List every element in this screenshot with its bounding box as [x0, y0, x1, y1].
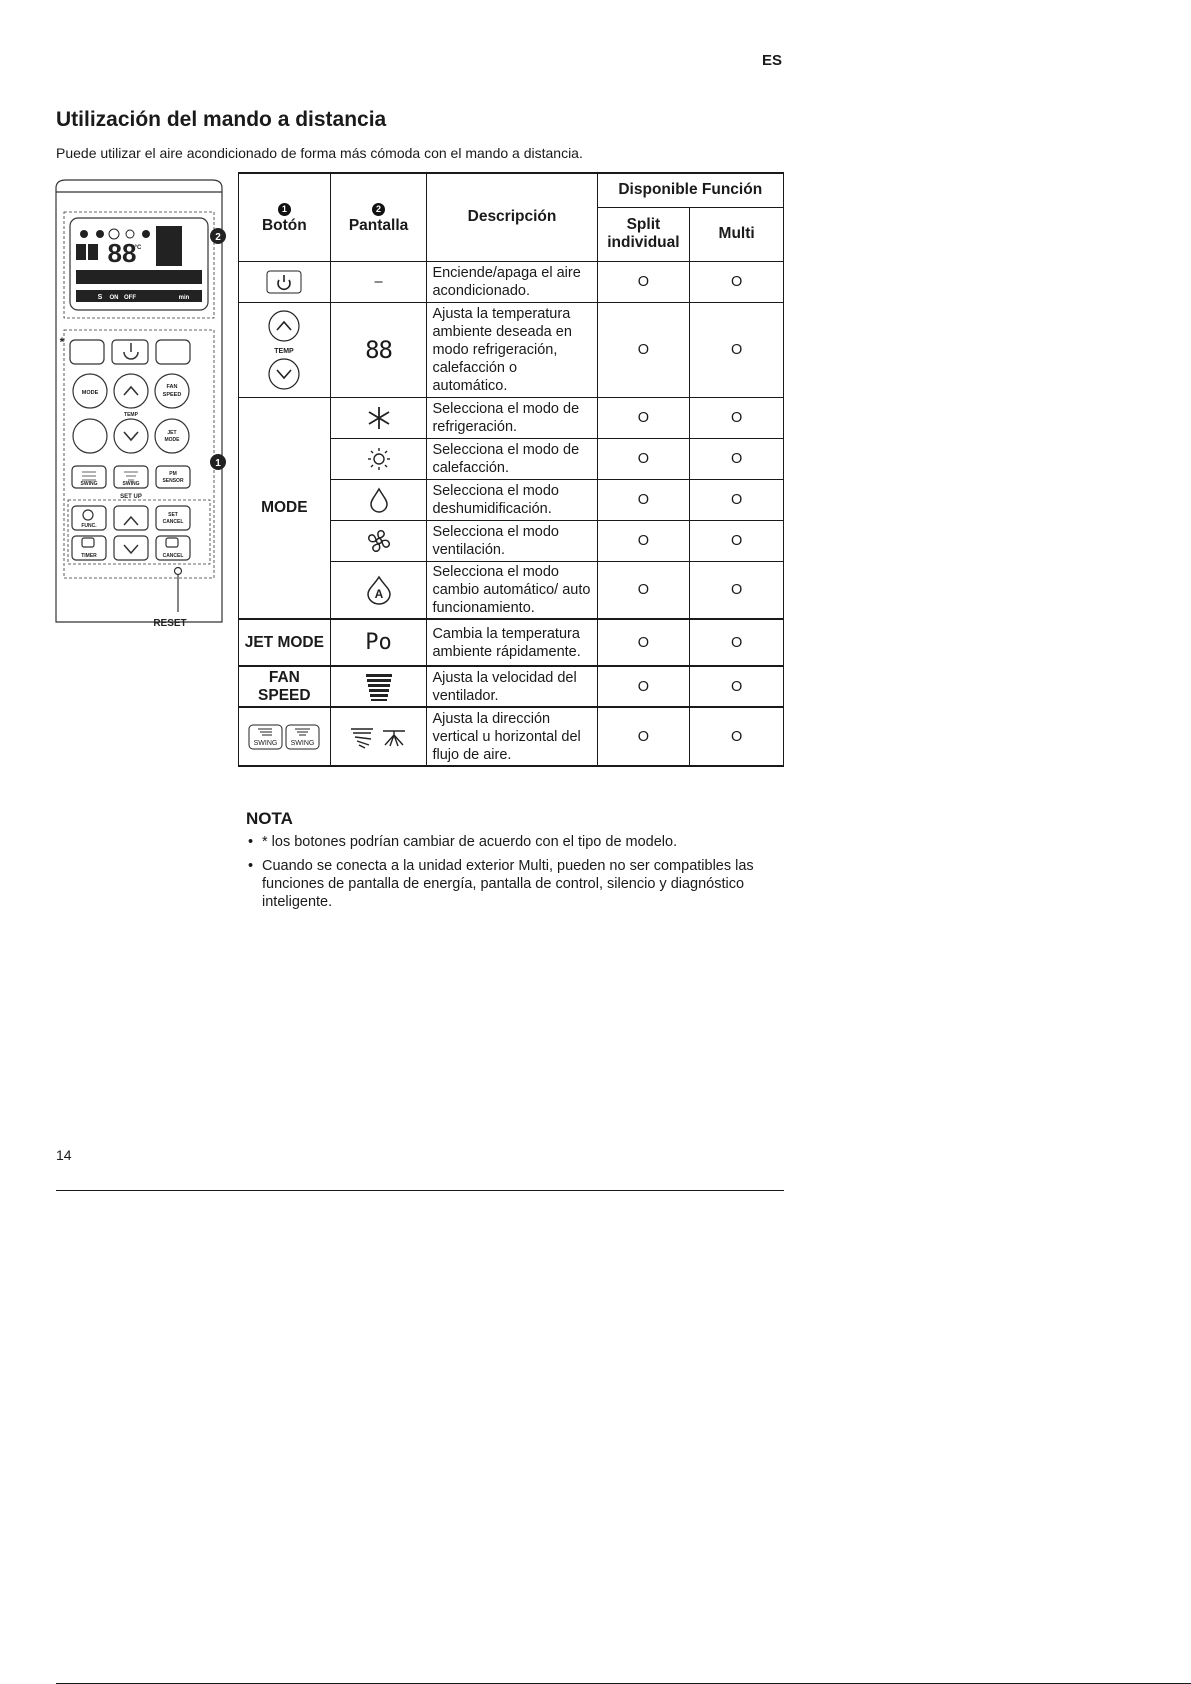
multi-cell: O	[690, 261, 784, 302]
cancel-label: CANCEL	[162, 519, 184, 525]
table-row	[239, 619, 784, 666]
multi-cell: O	[690, 479, 784, 520]
display-cell	[330, 707, 427, 766]
func-label: FUNC.	[81, 523, 97, 529]
display-digits: 88	[107, 238, 137, 268]
note-item: • Cuando se conecta a la unidad exterior Multi, pueden no ser compatibles las funciones de pantalla de energía, pantalla de control, silencio y diagnóstico inteligente.	[246, 857, 786, 911]
split-cell: O	[597, 561, 690, 619]
display-cell	[330, 520, 427, 561]
swing-icon	[248, 723, 320, 751]
display-cell: –	[330, 261, 427, 302]
table-row	[239, 666, 784, 707]
description-cell: Selecciona el modo deshumidificación.	[427, 479, 597, 520]
header-boton-label: Botón	[261, 217, 307, 235]
table-row	[239, 707, 784, 766]
jet-mode-label: MODE	[164, 437, 180, 443]
fan-speed-icon	[365, 672, 393, 702]
remote-control-illustration	[52, 178, 232, 648]
cancel-label-2: CANCEL	[162, 553, 184, 559]
note-title: NOTA	[246, 809, 293, 828]
display-min: min	[178, 295, 190, 301]
description-cell: Selecciona el modo de refrigeración.	[427, 397, 597, 438]
split-cell: O	[597, 479, 690, 520]
split-cell: O	[597, 302, 690, 397]
swing-label-1: SWING	[253, 739, 278, 747]
page-title: Utilización del mando a distancia	[56, 108, 387, 131]
pm-label: PM	[169, 471, 177, 477]
header-pantalla-label: Pantalla	[348, 217, 409, 235]
header-boton	[239, 173, 331, 261]
temp-button-label: TEMP	[274, 347, 295, 355]
marker-2: 2	[215, 232, 221, 243]
description-cell: Ajusta la dirección vertical u horizontal del flujo de aire.	[427, 707, 597, 766]
mode-button-cell: MODE	[239, 397, 331, 619]
table-row	[239, 261, 784, 302]
swing-button-cell	[239, 707, 331, 766]
swing-label-2: SWING	[122, 481, 140, 487]
description-cell: Selecciona el modo de calefacción.	[427, 438, 597, 479]
split-cell: O	[597, 438, 690, 479]
droplet-icon	[366, 487, 392, 513]
mode-label: MODE	[81, 390, 99, 396]
display-on: ON	[109, 295, 119, 301]
swing-display-icon	[349, 725, 409, 749]
header-multi: Multi	[690, 207, 784, 261]
table-row	[239, 397, 784, 438]
temperature-display-icon: 88	[365, 335, 392, 364]
multi-cell: O	[690, 707, 784, 766]
display-cell	[330, 561, 427, 619]
multi-cell: O	[690, 438, 784, 479]
display-unit: °C	[134, 245, 142, 251]
display-cell	[330, 666, 427, 707]
auto-mode-icon	[364, 575, 394, 605]
temp-updown-icon	[264, 309, 304, 391]
display-cell	[330, 397, 427, 438]
multi-cell: O	[690, 520, 784, 561]
description-cell: Cambia la temperatura ambiente rápidamente.	[427, 619, 597, 666]
split-cell: O	[597, 666, 690, 707]
timer-label: TIMER	[81, 553, 97, 559]
button-cell	[239, 302, 331, 397]
star-mark: *	[59, 335, 65, 349]
fan-label: FAN	[166, 384, 178, 390]
swing-label-2: SWING	[290, 739, 315, 747]
snowflake-icon	[366, 405, 392, 431]
marker-1: 1	[278, 203, 291, 216]
marker-2: 2	[372, 203, 385, 216]
table-row	[239, 302, 784, 397]
multi-cell: O	[690, 561, 784, 619]
display-off: OFF	[124, 295, 136, 301]
display-cell	[330, 479, 427, 520]
sun-icon	[366, 446, 392, 472]
fan-icon	[365, 527, 393, 555]
display-cell	[330, 438, 427, 479]
sensor-label: SENSOR	[162, 478, 184, 484]
set-label: SET	[168, 512, 178, 518]
header-pantalla	[330, 173, 427, 261]
jet-mode-icon: Po	[365, 630, 392, 655]
split-cell: O	[597, 520, 690, 561]
header-descripcion: Descripción	[427, 173, 597, 261]
function-table	[238, 172, 784, 767]
auto-mode-letter: A	[374, 586, 383, 601]
jet-label: JET	[167, 430, 177, 436]
display-s: S	[97, 294, 103, 301]
button-cell	[239, 261, 331, 302]
display-cell	[330, 302, 427, 397]
multi-cell: O	[690, 302, 784, 397]
header-disponible: Disponible Función	[597, 173, 783, 207]
fan-speed-button-cell: FAN SPEED	[239, 666, 331, 707]
note-item: • * los botones podrían cambiar de acuerdo con el tipo de modelo.	[246, 833, 786, 851]
temp-label: TEMP	[124, 412, 138, 418]
footer-divider	[56, 1190, 784, 1191]
swing-label-1: SWING	[80, 481, 98, 487]
split-cell: O	[597, 261, 690, 302]
reset-label: RESET	[153, 618, 187, 629]
note-list	[246, 833, 786, 917]
multi-cell: O	[690, 397, 784, 438]
description-cell: Ajusta la temperatura ambiente deseada en modo refrigeración, calefacción o automático.	[427, 302, 597, 397]
description-cell: Selecciona el modo cambio automático/ auto funcionamiento.	[427, 561, 597, 619]
page-number: 14	[56, 1147, 72, 1163]
description-cell: Selecciona el modo ventilación.	[427, 520, 597, 561]
power-icon	[266, 270, 302, 294]
split-cell: O	[597, 707, 690, 766]
speed-label: SPEED	[162, 392, 182, 398]
page-subtitle: Puede utilizar el aire acondicionado de forma más cómoda con el mando a distancia.	[56, 145, 583, 161]
language-code: ES	[762, 52, 783, 69]
display-cell	[330, 619, 427, 666]
setup-label: SET UP	[120, 494, 142, 500]
description-cell: Enciende/apaga el aire acondicionado.	[427, 261, 597, 302]
description-cell: Ajusta la velocidad del ventilador.	[427, 666, 597, 707]
multi-cell: O	[690, 619, 784, 666]
marker-1: 1	[215, 458, 221, 469]
multi-cell: O	[690, 666, 784, 707]
jet-mode-button-cell: JET MODE	[239, 619, 331, 666]
split-cell: O	[597, 397, 690, 438]
split-cell: O	[597, 619, 690, 666]
header-split: Split individual	[597, 207, 690, 261]
